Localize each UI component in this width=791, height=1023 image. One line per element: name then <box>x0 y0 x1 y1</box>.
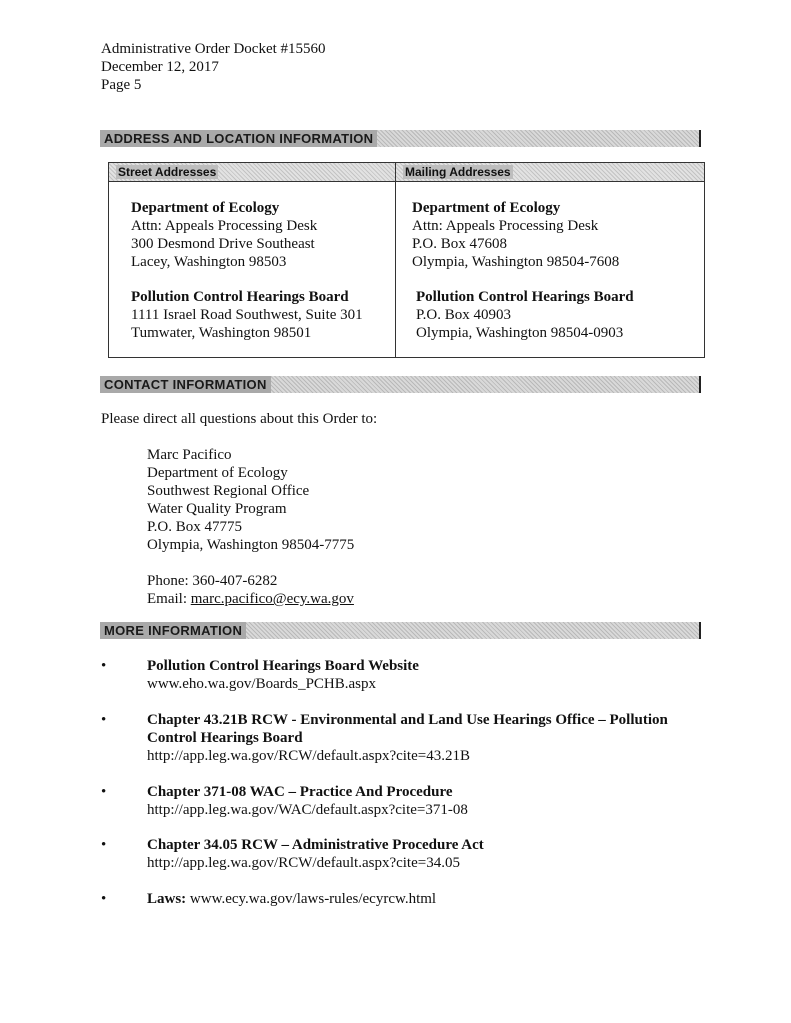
resource-title: Chapter 34.05 RCW – Administrative Procedure Act <box>147 837 484 853</box>
address-line: Olympia, Washington 98504-0903 <box>416 325 624 341</box>
address-line: P.O. Box 47608 <box>412 236 508 252</box>
address-line: P.O. Box 40903 <box>416 307 512 323</box>
contact-email-label: Email: <box>147 591 191 607</box>
bullet: • <box>101 712 107 728</box>
bullet: • <box>101 784 107 800</box>
mailing-addresses-header: Mailing Addresses <box>396 163 704 182</box>
list-item <box>101 890 701 908</box>
address-line: 1111 Israel Road Southwest, Suite 301 <box>131 307 363 323</box>
laws-link[interactable]: www.ecy.wa.gov/laws-rules/ecyrcw.html <box>186 891 437 907</box>
resource-title: Chapter 43.21B RCW - Environmental and Land Use Hearings Office – Pollution Control Hearings Board <box>147 712 668 746</box>
contact-line: P.O. Box 47775 <box>147 519 243 535</box>
resource-title: Chapter 371-08 WAC – Practice And Procedure <box>147 784 453 800</box>
mailing-address-ecology <box>412 199 619 271</box>
address-section-heading <box>100 130 701 147</box>
street-addresses-header: Street Addresses <box>109 163 395 182</box>
more-info-section-title: MORE INFORMATION <box>100 622 246 639</box>
contact-line: Olympia, Washington 98504-7775 <box>147 537 355 553</box>
contact-line: Marc Pacifico <box>147 447 232 463</box>
street-address-ecology <box>131 199 317 271</box>
more-info-list <box>101 657 701 908</box>
address-line: Attn: Appeals Processing Desk <box>131 218 318 234</box>
list-item <box>101 657 701 693</box>
list-item <box>101 836 701 872</box>
address-line: Olympia, Washington 98504-7608 <box>412 254 620 270</box>
laws-label: Laws: <box>147 891 187 907</box>
contact-email-row <box>147 590 354 608</box>
address-line: Tumwater, Washington 98501 <box>131 325 312 341</box>
contact-email-link[interactable]: marc.pacifico@ecy.wa.gov <box>190 591 354 607</box>
contact-line: Southwest Regional Office <box>147 483 310 499</box>
contact-phone: Phone: 360-407-6282 <box>147 573 278 589</box>
bullet: • <box>101 891 107 907</box>
contact-section-title: CONTACT INFORMATION <box>100 376 271 393</box>
resource-link[interactable]: http://app.leg.wa.gov/WAC/default.aspx?cite=371-08 <box>147 802 468 818</box>
bullet: • <box>101 837 107 853</box>
contact-details <box>147 446 354 608</box>
contact-section-heading <box>100 376 701 393</box>
document-date: December 12, 2017 <box>101 59 219 75</box>
resource-title: Pollution Control Hearings Board Website <box>147 658 419 674</box>
docket-number: Administrative Order Docket #15560 <box>101 41 326 57</box>
address-name: Pollution Control Hearings Board <box>131 289 349 305</box>
list-item <box>101 711 701 765</box>
contact-line: Water Quality Program <box>147 501 287 517</box>
address-name: Department of Ecology <box>412 200 561 216</box>
document-header <box>101 40 326 94</box>
contact-intro: Please direct all questions about this Order to: <box>101 411 378 427</box>
more-info-section-heading <box>100 622 701 639</box>
address-name: Department of Ecology <box>131 200 280 216</box>
mailing-address-pchb <box>416 288 634 342</box>
address-section-title: ADDRESS AND LOCATION INFORMATION <box>100 130 377 147</box>
bullet: • <box>101 658 107 674</box>
contact-line: Department of Ecology <box>147 465 288 481</box>
address-line: Attn: Appeals Processing Desk <box>412 218 599 234</box>
page-number: Page 5 <box>101 77 142 93</box>
resource-link[interactable]: http://app.leg.wa.gov/RCW/default.aspx?cite=34.05 <box>147 855 460 871</box>
address-line: Lacey, Washington 98503 <box>131 254 287 270</box>
street-address-pchb <box>131 288 363 342</box>
address-line: 300 Desmond Drive Southeast <box>131 236 315 252</box>
address-name: Pollution Control Hearings Board <box>416 289 634 305</box>
resource-link[interactable]: www.eho.wa.gov/Boards_PCHB.aspx <box>147 676 377 692</box>
list-item <box>101 783 701 819</box>
resource-link[interactable]: http://app.leg.wa.gov/RCW/default.aspx?cite=43.21B <box>147 748 470 764</box>
